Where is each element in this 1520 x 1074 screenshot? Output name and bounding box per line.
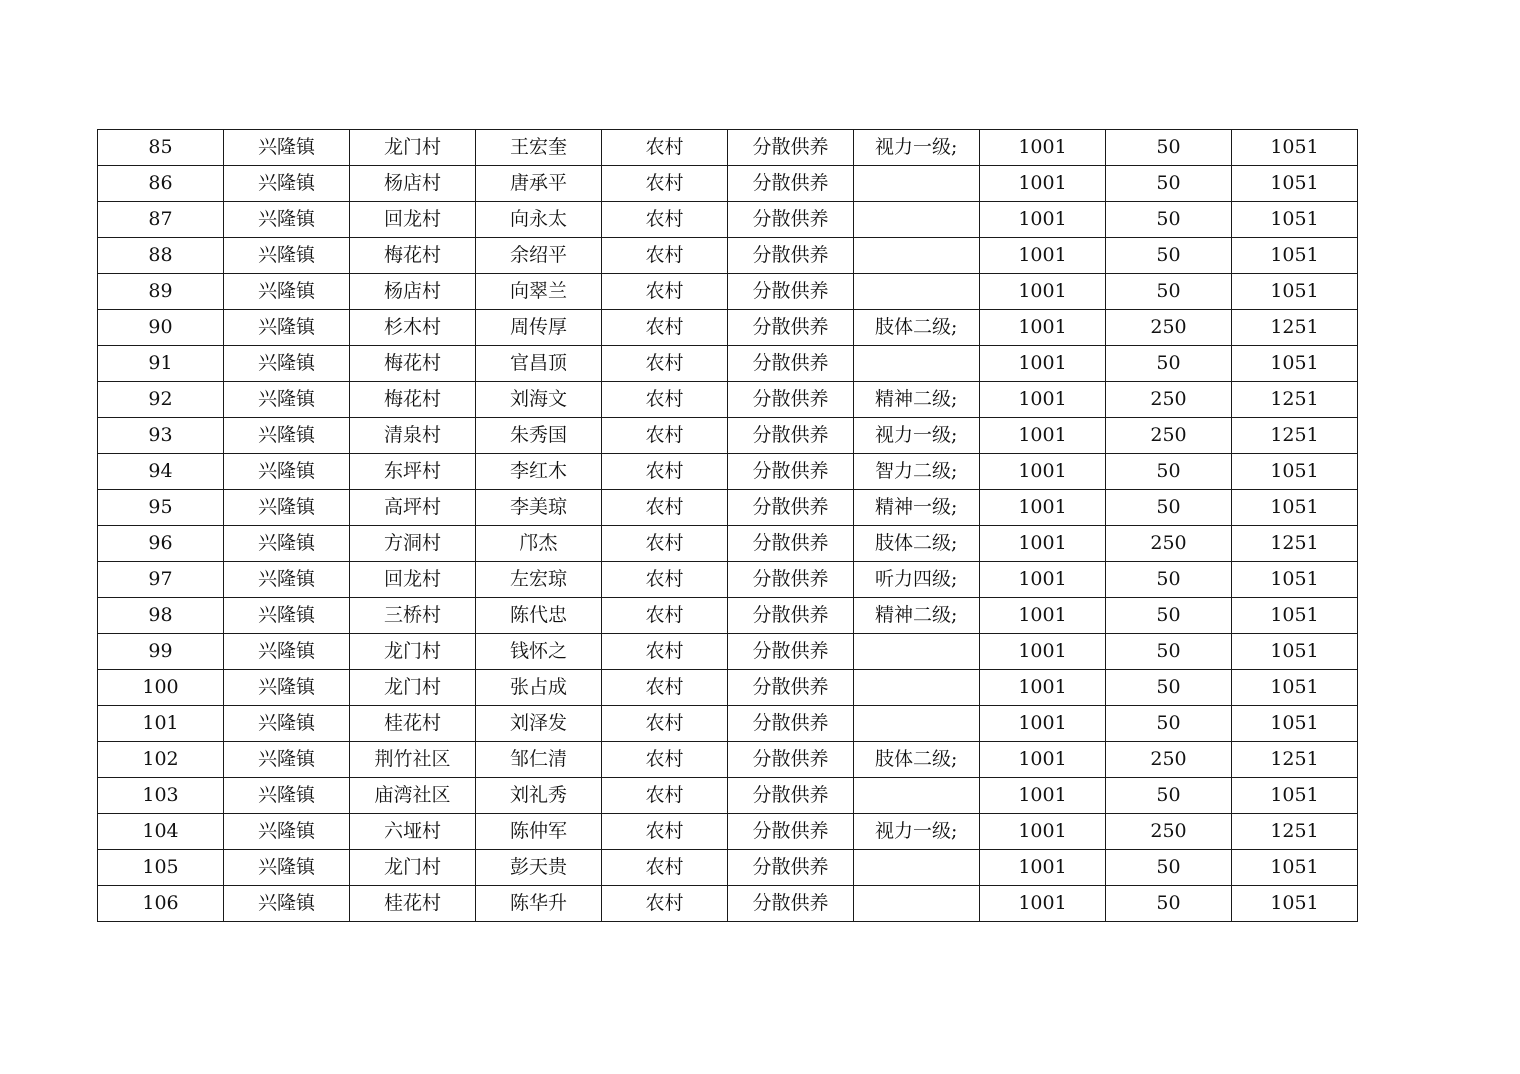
- cell-support-mode: 分散供养: [728, 238, 854, 274]
- cell-name: 李美琼: [476, 490, 602, 526]
- table-row: [98, 634, 1358, 670]
- cell-amount-b: 50: [1106, 886, 1232, 922]
- table-row: [98, 526, 1358, 562]
- cell-town: 兴隆镇: [224, 706, 350, 742]
- cell-index: 94: [98, 454, 224, 490]
- table-row: [98, 670, 1358, 706]
- cell-total: 1251: [1232, 310, 1358, 346]
- cell-index: 92: [98, 382, 224, 418]
- table-row: [98, 562, 1358, 598]
- cell-village: 回龙村: [350, 562, 476, 598]
- cell-village: 龙门村: [350, 634, 476, 670]
- cell-index: 90: [98, 310, 224, 346]
- cell-household-type: 农村: [602, 454, 728, 490]
- cell-total: 1051: [1232, 454, 1358, 490]
- cell-total: 1051: [1232, 490, 1358, 526]
- cell-town: 兴隆镇: [224, 418, 350, 454]
- cell-total: 1051: [1232, 886, 1358, 922]
- cell-town: 兴隆镇: [224, 886, 350, 922]
- cell-household-type: 农村: [602, 814, 728, 850]
- cell-name: 邝杰: [476, 526, 602, 562]
- cell-household-type: 农村: [602, 166, 728, 202]
- cell-amount-b: 50: [1106, 202, 1232, 238]
- cell-support-mode: 分散供养: [728, 346, 854, 382]
- cell-household-type: 农村: [602, 310, 728, 346]
- cell-town: 兴隆镇: [224, 526, 350, 562]
- cell-village: 庙湾社区: [350, 778, 476, 814]
- cell-amount-a: 1001: [980, 886, 1106, 922]
- cell-amount-b: 50: [1106, 706, 1232, 742]
- cell-disability: 精神二级;: [854, 382, 980, 418]
- cell-index: 98: [98, 598, 224, 634]
- cell-disability: [854, 238, 980, 274]
- cell-disability: [854, 850, 980, 886]
- cell-town: 兴隆镇: [224, 670, 350, 706]
- cell-disability: 肢体二级;: [854, 526, 980, 562]
- cell-town: 兴隆镇: [224, 634, 350, 670]
- cell-disability: 视力一级;: [854, 130, 980, 166]
- cell-household-type: 农村: [602, 130, 728, 166]
- cell-village: 东坪村: [350, 454, 476, 490]
- cell-household-type: 农村: [602, 526, 728, 562]
- cell-household-type: 农村: [602, 706, 728, 742]
- cell-town: 兴隆镇: [224, 742, 350, 778]
- cell-amount-b: 50: [1106, 130, 1232, 166]
- cell-amount-a: 1001: [980, 706, 1106, 742]
- cell-index: 87: [98, 202, 224, 238]
- cell-household-type: 农村: [602, 850, 728, 886]
- cell-amount-a: 1001: [980, 634, 1106, 670]
- beneficiary-table: [97, 129, 1358, 922]
- cell-total: 1051: [1232, 634, 1358, 670]
- table-row: [98, 742, 1358, 778]
- cell-town: 兴隆镇: [224, 814, 350, 850]
- cell-town: 兴隆镇: [224, 130, 350, 166]
- table-row: [98, 238, 1358, 274]
- cell-total: 1051: [1232, 706, 1358, 742]
- cell-support-mode: 分散供养: [728, 562, 854, 598]
- cell-household-type: 农村: [602, 382, 728, 418]
- cell-support-mode: 分散供养: [728, 166, 854, 202]
- cell-village: 三桥村: [350, 598, 476, 634]
- cell-household-type: 农村: [602, 238, 728, 274]
- cell-amount-a: 1001: [980, 454, 1106, 490]
- cell-name: 刘海文: [476, 382, 602, 418]
- cell-amount-b: 50: [1106, 634, 1232, 670]
- table-row: [98, 778, 1358, 814]
- cell-support-mode: 分散供养: [728, 490, 854, 526]
- cell-town: 兴隆镇: [224, 166, 350, 202]
- cell-amount-a: 1001: [980, 130, 1106, 166]
- cell-disability: 视力一级;: [854, 418, 980, 454]
- cell-town: 兴隆镇: [224, 310, 350, 346]
- cell-index: 104: [98, 814, 224, 850]
- cell-amount-a: 1001: [980, 562, 1106, 598]
- cell-total: 1051: [1232, 166, 1358, 202]
- table-row: [98, 886, 1358, 922]
- cell-amount-a: 1001: [980, 274, 1106, 310]
- cell-index: 88: [98, 238, 224, 274]
- cell-support-mode: 分散供养: [728, 130, 854, 166]
- cell-amount-b: 250: [1106, 382, 1232, 418]
- cell-amount-a: 1001: [980, 238, 1106, 274]
- table-row: [98, 706, 1358, 742]
- cell-index: 106: [98, 886, 224, 922]
- cell-index: 102: [98, 742, 224, 778]
- cell-disability: [854, 274, 980, 310]
- table-row: [98, 202, 1358, 238]
- cell-town: 兴隆镇: [224, 850, 350, 886]
- cell-total: 1051: [1232, 274, 1358, 310]
- cell-index: 100: [98, 670, 224, 706]
- cell-household-type: 农村: [602, 562, 728, 598]
- cell-village: 梅花村: [350, 346, 476, 382]
- cell-name: 陈华升: [476, 886, 602, 922]
- cell-amount-b: 50: [1106, 562, 1232, 598]
- table-row: [98, 346, 1358, 382]
- cell-disability: 听力四级;: [854, 562, 980, 598]
- cell-disability: 精神一级;: [854, 490, 980, 526]
- cell-name: 官昌顶: [476, 346, 602, 382]
- cell-disability: [854, 166, 980, 202]
- cell-support-mode: 分散供养: [728, 670, 854, 706]
- cell-amount-b: 250: [1106, 526, 1232, 562]
- cell-name: 邹仁清: [476, 742, 602, 778]
- cell-name: 唐承平: [476, 166, 602, 202]
- cell-village: 方洞村: [350, 526, 476, 562]
- cell-index: 103: [98, 778, 224, 814]
- cell-name: 周传厚: [476, 310, 602, 346]
- cell-village: 桂花村: [350, 706, 476, 742]
- cell-index: 89: [98, 274, 224, 310]
- cell-village: 龙门村: [350, 850, 476, 886]
- cell-village: 桂花村: [350, 886, 476, 922]
- table-row: [98, 166, 1358, 202]
- cell-town: 兴隆镇: [224, 454, 350, 490]
- cell-total: 1051: [1232, 598, 1358, 634]
- cell-disability: [854, 202, 980, 238]
- cell-village: 杨店村: [350, 166, 476, 202]
- table-row: [98, 418, 1358, 454]
- cell-index: 105: [98, 850, 224, 886]
- cell-name: 余绍平: [476, 238, 602, 274]
- cell-disability: [854, 634, 980, 670]
- cell-household-type: 农村: [602, 490, 728, 526]
- table-row: [98, 310, 1358, 346]
- cell-amount-b: 50: [1106, 850, 1232, 886]
- cell-index: 86: [98, 166, 224, 202]
- cell-index: 91: [98, 346, 224, 382]
- cell-amount-b: 50: [1106, 454, 1232, 490]
- cell-total: 1251: [1232, 418, 1358, 454]
- cell-town: 兴隆镇: [224, 238, 350, 274]
- table-body: [98, 130, 1358, 922]
- cell-village: 回龙村: [350, 202, 476, 238]
- cell-amount-a: 1001: [980, 526, 1106, 562]
- cell-amount-b: 250: [1106, 310, 1232, 346]
- cell-household-type: 农村: [602, 742, 728, 778]
- cell-index: 93: [98, 418, 224, 454]
- table-row: [98, 274, 1358, 310]
- table-row: [98, 490, 1358, 526]
- table-row: [98, 850, 1358, 886]
- cell-amount-b: 50: [1106, 346, 1232, 382]
- cell-name: 张占成: [476, 670, 602, 706]
- cell-amount-a: 1001: [980, 778, 1106, 814]
- cell-amount-a: 1001: [980, 850, 1106, 886]
- cell-village: 高坪村: [350, 490, 476, 526]
- cell-town: 兴隆镇: [224, 778, 350, 814]
- cell-total: 1051: [1232, 562, 1358, 598]
- cell-village: 杨店村: [350, 274, 476, 310]
- cell-name: 刘泽发: [476, 706, 602, 742]
- cell-village: 龙门村: [350, 130, 476, 166]
- cell-amount-a: 1001: [980, 670, 1106, 706]
- cell-town: 兴隆镇: [224, 562, 350, 598]
- cell-total: 1051: [1232, 202, 1358, 238]
- cell-name: 彭天贵: [476, 850, 602, 886]
- cell-total: 1051: [1232, 238, 1358, 274]
- cell-name: 向永太: [476, 202, 602, 238]
- cell-name: 左宏琼: [476, 562, 602, 598]
- cell-total: 1251: [1232, 814, 1358, 850]
- cell-amount-b: 50: [1106, 238, 1232, 274]
- cell-amount-a: 1001: [980, 598, 1106, 634]
- cell-village: 梅花村: [350, 382, 476, 418]
- cell-name: 李红木: [476, 454, 602, 490]
- cell-village: 龙门村: [350, 670, 476, 706]
- cell-household-type: 农村: [602, 778, 728, 814]
- cell-disability: [854, 346, 980, 382]
- cell-amount-a: 1001: [980, 166, 1106, 202]
- cell-support-mode: 分散供养: [728, 382, 854, 418]
- cell-amount-a: 1001: [980, 310, 1106, 346]
- table-row: [98, 454, 1358, 490]
- cell-total: 1251: [1232, 382, 1358, 418]
- cell-total: 1051: [1232, 670, 1358, 706]
- cell-name: 向翠兰: [476, 274, 602, 310]
- cell-village: 梅花村: [350, 238, 476, 274]
- cell-support-mode: 分散供养: [728, 310, 854, 346]
- cell-town: 兴隆镇: [224, 274, 350, 310]
- cell-total: 1051: [1232, 778, 1358, 814]
- cell-household-type: 农村: [602, 346, 728, 382]
- document-page: [97, 129, 1357, 922]
- cell-total: 1051: [1232, 346, 1358, 382]
- cell-amount-b: 250: [1106, 742, 1232, 778]
- cell-household-type: 农村: [602, 274, 728, 310]
- cell-amount-a: 1001: [980, 814, 1106, 850]
- table-row: [98, 598, 1358, 634]
- cell-index: 85: [98, 130, 224, 166]
- cell-disability: 肢体二级;: [854, 310, 980, 346]
- cell-disability: [854, 670, 980, 706]
- cell-support-mode: 分散供养: [728, 634, 854, 670]
- cell-name: 陈代忠: [476, 598, 602, 634]
- cell-support-mode: 分散供养: [728, 526, 854, 562]
- cell-household-type: 农村: [602, 634, 728, 670]
- cell-disability: [854, 886, 980, 922]
- cell-index: 101: [98, 706, 224, 742]
- cell-town: 兴隆镇: [224, 346, 350, 382]
- cell-index: 95: [98, 490, 224, 526]
- cell-amount-b: 50: [1106, 166, 1232, 202]
- cell-household-type: 农村: [602, 202, 728, 238]
- cell-disability: [854, 706, 980, 742]
- cell-name: 朱秀国: [476, 418, 602, 454]
- cell-support-mode: 分散供养: [728, 814, 854, 850]
- table-row: [98, 130, 1358, 166]
- cell-disability: [854, 778, 980, 814]
- cell-index: 96: [98, 526, 224, 562]
- cell-name: 陈仲军: [476, 814, 602, 850]
- cell-household-type: 农村: [602, 670, 728, 706]
- cell-village: 荆竹社区: [350, 742, 476, 778]
- cell-household-type: 农村: [602, 418, 728, 454]
- cell-total: 1251: [1232, 742, 1358, 778]
- cell-disability: 肢体二级;: [854, 742, 980, 778]
- cell-support-mode: 分散供养: [728, 418, 854, 454]
- cell-amount-b: 50: [1106, 778, 1232, 814]
- cell-index: 99: [98, 634, 224, 670]
- cell-village: 清泉村: [350, 418, 476, 454]
- cell-total: 1051: [1232, 130, 1358, 166]
- cell-support-mode: 分散供养: [728, 850, 854, 886]
- cell-support-mode: 分散供养: [728, 202, 854, 238]
- cell-amount-a: 1001: [980, 346, 1106, 382]
- cell-support-mode: 分散供养: [728, 742, 854, 778]
- cell-amount-b: 50: [1106, 670, 1232, 706]
- cell-amount-b: 250: [1106, 814, 1232, 850]
- cell-total: 1051: [1232, 850, 1358, 886]
- cell-household-type: 农村: [602, 886, 728, 922]
- cell-household-type: 农村: [602, 598, 728, 634]
- cell-village: 六垭村: [350, 814, 476, 850]
- cell-name: 钱怀之: [476, 634, 602, 670]
- cell-name: 刘礼秀: [476, 778, 602, 814]
- cell-amount-a: 1001: [980, 202, 1106, 238]
- cell-support-mode: 分散供养: [728, 886, 854, 922]
- cell-amount-b: 50: [1106, 490, 1232, 526]
- cell-town: 兴隆镇: [224, 598, 350, 634]
- table-row: [98, 814, 1358, 850]
- cell-index: 97: [98, 562, 224, 598]
- cell-support-mode: 分散供养: [728, 706, 854, 742]
- cell-amount-b: 250: [1106, 418, 1232, 454]
- cell-disability: 精神二级;: [854, 598, 980, 634]
- cell-support-mode: 分散供养: [728, 778, 854, 814]
- cell-support-mode: 分散供养: [728, 598, 854, 634]
- cell-amount-a: 1001: [980, 742, 1106, 778]
- table-row: [98, 382, 1358, 418]
- cell-name: 王宏奎: [476, 130, 602, 166]
- cell-town: 兴隆镇: [224, 490, 350, 526]
- cell-town: 兴隆镇: [224, 382, 350, 418]
- cell-support-mode: 分散供养: [728, 274, 854, 310]
- cell-disability: 智力二级;: [854, 454, 980, 490]
- cell-amount-a: 1001: [980, 382, 1106, 418]
- cell-support-mode: 分散供养: [728, 454, 854, 490]
- cell-amount-b: 50: [1106, 598, 1232, 634]
- cell-amount-a: 1001: [980, 490, 1106, 526]
- cell-amount-a: 1001: [980, 418, 1106, 454]
- cell-village: 杉木村: [350, 310, 476, 346]
- cell-amount-b: 50: [1106, 274, 1232, 310]
- cell-total: 1251: [1232, 526, 1358, 562]
- cell-disability: 视力一级;: [854, 814, 980, 850]
- cell-town: 兴隆镇: [224, 202, 350, 238]
